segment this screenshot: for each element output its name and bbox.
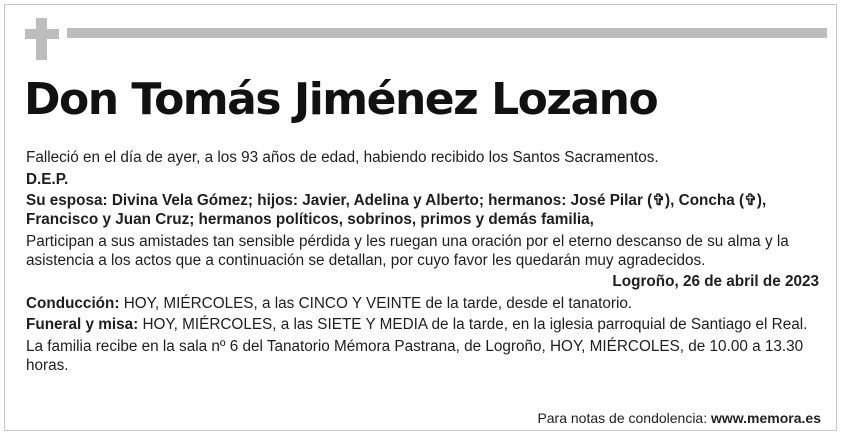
- place-date: Logroño, 26 de abril de 2023: [612, 273, 819, 290]
- cross-icon: [25, 18, 59, 60]
- invitation-text: Participan a sus amistades tan sensible pérdida y les ruegan una oración por el eterno descanso de su alma y la asistencia a los actos que a continuación se detallan, por cuyo favor les quedarán muy agradecidos.: [26, 232, 789, 269]
- funeral-line: [26, 315, 821, 334]
- header-rule: [67, 28, 827, 38]
- intro-text: Falleció en el día de ayer, a los 93 años de edad, habiendo recibido los Santos Sacramentos.: [26, 149, 659, 166]
- dep-text: D.E.P.: [26, 170, 69, 188]
- reception-text: La familia recibe en la sala nº 6 del Tanatorio Mémora Pastrana, de Logroño, HOY, MIÉRCOLES, de 10.00 a 13.30 horas.: [26, 337, 804, 374]
- funeral-text: HOY, MIÉRCOLES, a las SIETE Y MEDIA de la tarde, en la iglesia parroquial de Santiago el Real.: [138, 316, 808, 333]
- notice-body: [26, 148, 821, 377]
- conduction-label: Conducción:: [26, 294, 120, 312]
- conduction-line: [26, 294, 821, 313]
- family-text: Su esposa: Divina Vela Gómez; hijos: Javier, Adelina y Alberto; hermanos: José Pilar (✞), Concha (✞), Francisco y Juan Cruz; hermanos políticos, sobrinos, primos y demás familia,: [26, 192, 767, 228]
- conduction-text: HOY, MIÉRCOLES, a las CINCO Y VEINTE de la tarde, desde el tanatorio.: [119, 294, 633, 312]
- condolence-label: Para notas de condolencia:: [537, 410, 712, 426]
- deceased-name: Don Tomás Jiménez Lozano: [24, 74, 658, 125]
- condolence-link[interactable]: www.memora.es: [711, 410, 821, 426]
- funeral-label: Funeral y misa:: [26, 316, 139, 333]
- condolence-note: [537, 410, 821, 426]
